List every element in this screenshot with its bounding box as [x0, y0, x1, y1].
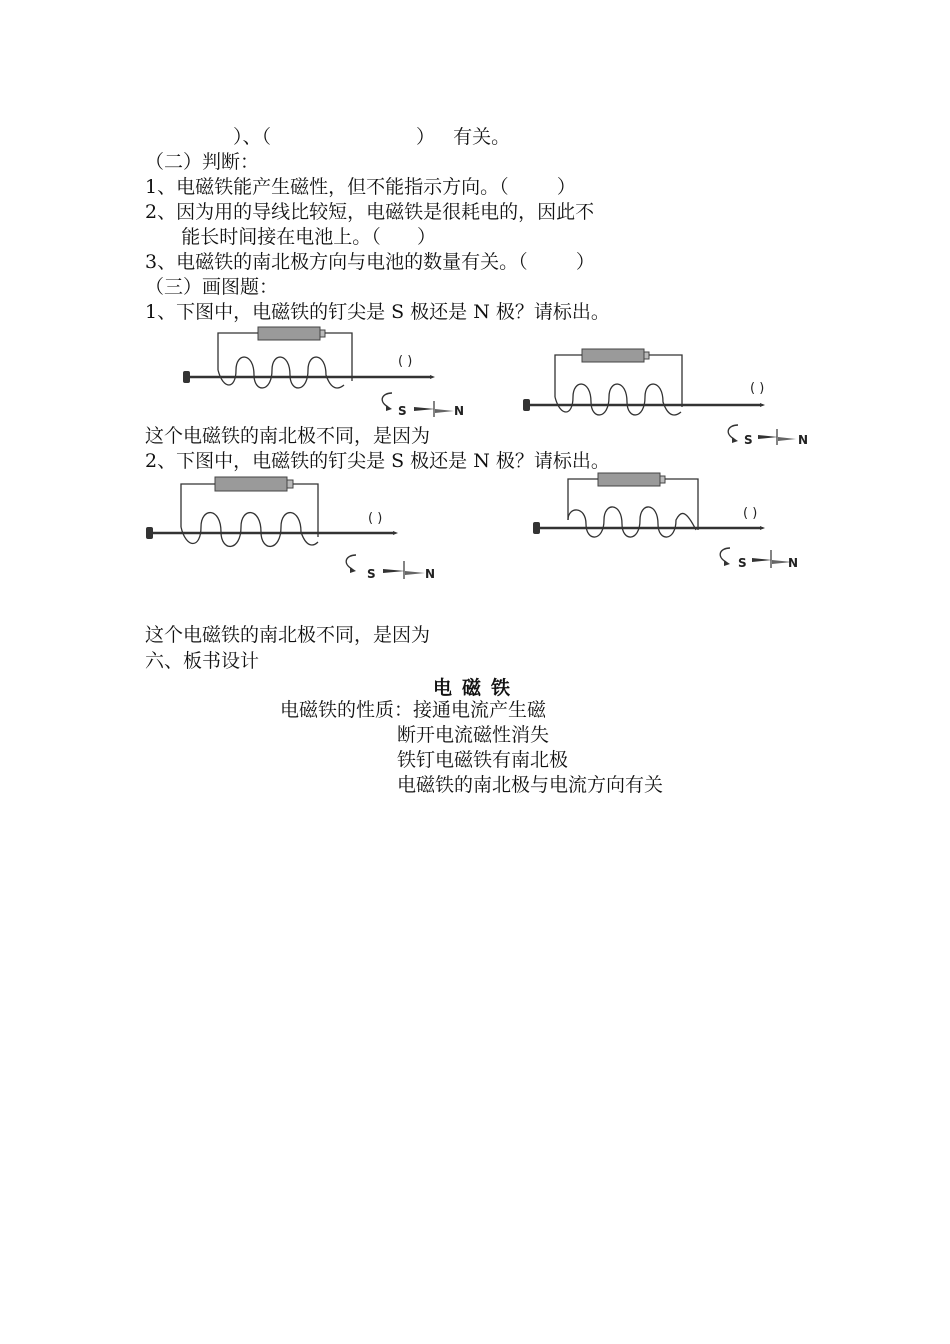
electromagnet-figure-1b [520, 347, 820, 447]
draw-question-1: 1、下图中，电磁铁的钉尖是 S 极还是 N 极？请标出。 [145, 301, 610, 323]
pole-blank-paren: ( ) [743, 506, 758, 521]
compass-south-label: S [738, 556, 747, 570]
judge-item-1: 1、电磁铁能产生磁性，但不能指示方向。（ ） [145, 176, 576, 198]
judge-heading: （二）判断： [145, 151, 260, 173]
board-heading: 六、板书设计 [145, 650, 260, 672]
compass-north-label: N [425, 567, 436, 581]
draw-heading: （三）画图题： [145, 276, 279, 298]
judge-item-2-cont: 能长时间接在电池上。（ ） [145, 226, 436, 248]
judge-item-2: 2、因为用的导线比较短，电磁铁是很耗电的，因此不 [145, 201, 595, 223]
compass-south-label: S [744, 433, 753, 447]
board-line-1: 电磁铁的性质：接通电流产生磁 [280, 699, 547, 721]
compass-north-label: N [798, 433, 809, 447]
board-line-2: 断开电流磁性消失 [397, 724, 550, 746]
judge-item-3: 3、电磁铁的南北极方向与电池的数量有关。（ ） [145, 251, 595, 273]
draw-reason-2: 这个电磁铁的南北极不同，是因为 [145, 624, 431, 646]
electromagnet-figure-1a [180, 325, 480, 425]
pole-blank-paren: ( ) [750, 381, 765, 396]
board-line-4: 电磁铁的南北极与电流方向有关 [397, 774, 664, 796]
pole-blank-paren: ( ) [368, 511, 383, 526]
electromagnet-figure-2b [530, 470, 830, 580]
compass-south-label: S [398, 404, 407, 418]
fill-blank-tail: ）、（ ） 有关。 [233, 126, 511, 148]
compass-north-label: N [788, 556, 799, 570]
board-title: 电磁铁 [433, 677, 521, 699]
electromagnet-figure-2a [143, 475, 453, 585]
pole-blank-paren: ( ) [398, 354, 413, 369]
compass-north-label: N [454, 404, 465, 418]
compass-south-label: S [367, 567, 376, 581]
board-line-3: 铁钉电磁铁有南北极 [397, 749, 569, 771]
draw-reason-1: 这个电磁铁的南北极不同，是因为 [145, 425, 431, 447]
draw-question-2: 2、下图中，电磁铁的钉尖是 S 极还是 N 极？请标出。 [145, 450, 610, 472]
